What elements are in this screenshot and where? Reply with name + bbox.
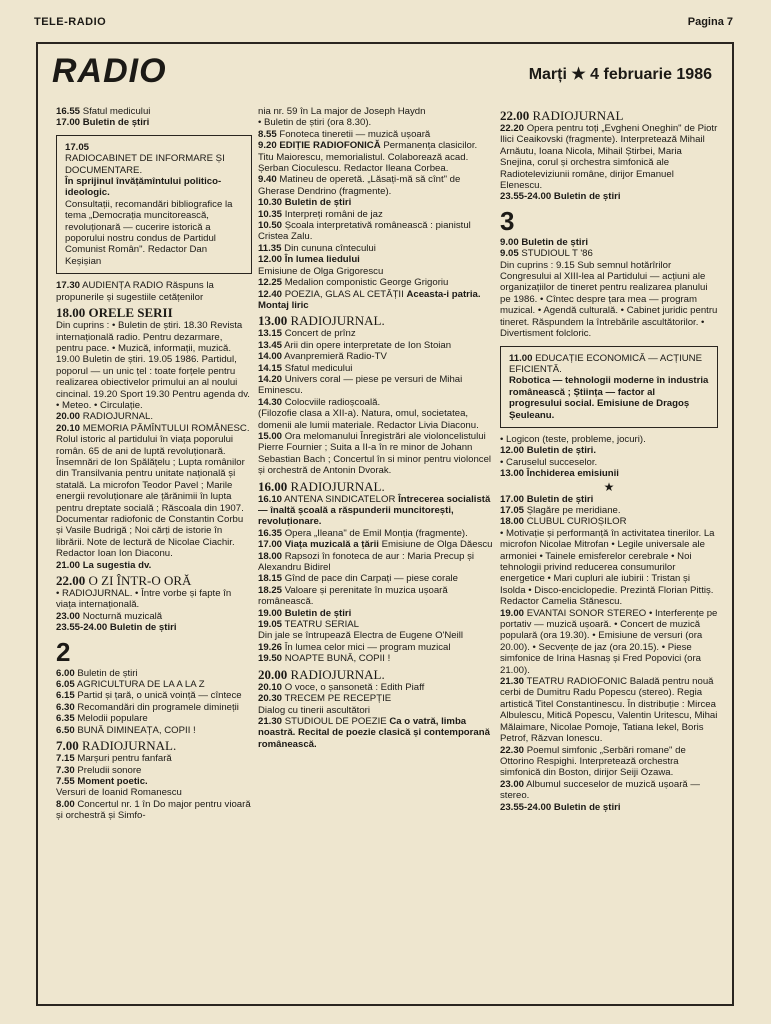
- program-entry: [258, 573, 494, 584]
- entry-time: 6.50: [56, 724, 75, 736]
- entry-details: Baladă pentru nouă cerbi de Dumitru Radu Popescu (stereo). Regia artistică Titel Constantinescu. În distribuție : Mircea Albulescu, Mitică Popescu, Valentin Uritescu, Mihai Mălaimare, Nicolae Pomoje, Tatiana Iekel, Boris Petrof, Răzvan Ionescu.: [500, 676, 718, 745]
- entry-time: 17.05: [65, 141, 90, 153]
- program-entry: [258, 328, 494, 339]
- entry-title: Buletin de știri: [82, 117, 150, 129]
- entry-title: Partid și țară, o unică voință — cîntece: [77, 690, 242, 702]
- entry-time: 23.00: [56, 610, 81, 622]
- entry-title: Buletin de știri: [526, 493, 594, 505]
- program-entry: [258, 494, 494, 528]
- entry-time: 6.15: [56, 690, 75, 702]
- entry-details: Aceasta-i patria. Montaj liric: [258, 288, 481, 311]
- entry-time: 21.30: [500, 676, 525, 688]
- entry-time: 11.35: [258, 242, 282, 254]
- program-entry: [500, 237, 718, 248]
- program-entry: [258, 277, 494, 288]
- entry-details: (Filozofie clasa a XII-a). Natura, omul, societatea, domenii ale lumii materiale. Redactor Livia Diaconu.: [258, 408, 479, 431]
- entry-title: Sfatul medicului: [284, 362, 353, 374]
- entry-time: 22.30: [500, 744, 525, 756]
- program-entry: [258, 374, 494, 397]
- entry-title: Opera „Ileana" de Emil Monția (fragmente).: [284, 527, 468, 539]
- program-entry: [56, 411, 252, 422]
- box-title: EDUCAȚIE ECONOMICĂ — ACȚIUNE EFICIENTĂ.: [509, 352, 702, 375]
- entry-time: 20.30: [258, 693, 283, 705]
- entry-details: Din cuprins : 9.15 Sub semnul hotărîrilor Congresului al XIII-lea al Partidului — acțiuni ale organizațiilor de tineret pentru realizarea planului pe 1986. • Cîntec despre țara mea — program muzical. • Agendă culturală. • Cabinet juridic pentru tineret. Răspundem la întrebările ascultătorilor. • Divertisment folcloric.: [500, 259, 718, 340]
- entry-time: 17.00: [56, 117, 81, 129]
- program-entry: [500, 745, 718, 779]
- entry-time: 6.00: [56, 667, 75, 679]
- entry-time: 12.40: [258, 288, 283, 300]
- entry-time: 12.00: [258, 254, 283, 266]
- entry-time: 16.10: [258, 493, 283, 505]
- entry-title: Buletin de știri: [553, 191, 621, 203]
- program-entry: [56, 799, 252, 822]
- program-entry: [258, 289, 494, 312]
- entry-time: 21.30: [258, 715, 283, 727]
- entry-time: 18.25: [258, 584, 283, 596]
- program-entry: [258, 528, 494, 539]
- entry-title: STUDIOUL DE POEZIE: [284, 715, 387, 727]
- program-entry: [56, 679, 252, 690]
- program-entry: [56, 560, 252, 571]
- program-entry: [258, 140, 494, 174]
- program-entry: [258, 254, 494, 265]
- program-entry: [56, 702, 252, 713]
- entry-time: 7.30: [56, 764, 75, 776]
- entry-details: Din cuprins : • Buletin de știri. 18.30 Revista internațională radio. Pentru dezarmare, pentru pace. • Muzică, informații, muzică. 19.00 Buletin de știri. 19.05 1986. Partidul, poporul — un unic țel : toate forțele pentru realizarea obiectivelor primului an al noului cincinal. 19.20 Sport 19.30 Pentru agenda dv. • Meteo. • Circulație.: [56, 320, 250, 411]
- entry-time: 13.00: [258, 313, 288, 329]
- section-name: TELE-RADIO: [34, 16, 107, 28]
- entry-title: AUDIENȚA RADIO: [82, 280, 164, 292]
- entry-title: BUNĂ DIMINEAȚA, COPII !: [77, 724, 196, 736]
- entry-title: O voce, o șansonetă : Edith Piaff: [284, 681, 425, 693]
- entry-title: TRECEM PE RECEPȚIE: [284, 693, 392, 705]
- entry-time: 8.55: [258, 128, 277, 140]
- entry-title: Avanpremieră Radio-TV: [284, 351, 387, 363]
- entry-details: Răspuns la propunerile și sugestiile cetățenilor: [56, 280, 214, 303]
- entry-title: EVANTAI SONOR STEREO: [526, 607, 647, 619]
- entry-time: 23.55-24.00: [500, 801, 552, 813]
- program-entry: [56, 725, 252, 736]
- box-title: RADIOCABINET DE INFORMARE ȘI DOCUMENTARE.: [65, 153, 225, 176]
- entry-title: Matineu de operetă. „Lăsați-mă să cînt" de Gherase Dendrino (fragmente).: [258, 174, 461, 197]
- entry-title: Viața muzicală a țării: [284, 539, 379, 551]
- entry-time: 6.30: [56, 701, 75, 713]
- program-entry: [258, 220, 494, 243]
- entry-time: 13.15: [258, 328, 283, 340]
- education-box: [500, 346, 718, 428]
- radiocabinet-box: [56, 135, 252, 274]
- program-entry: [258, 653, 494, 664]
- entry-title: Marșuri pentru fanfară: [77, 753, 172, 765]
- program-entry: [258, 716, 494, 750]
- entry-time: 22.20: [500, 123, 525, 134]
- page-number: Pagina 7: [687, 16, 733, 28]
- entry-title: Șlagăre pe meridiane.: [526, 504, 621, 516]
- entry-details: • Logicon (teste, probleme, jocuri).: [500, 433, 646, 445]
- entry-time: 10.50: [258, 220, 283, 232]
- entry-details: Emisiune de Olga Grigorescu: [258, 265, 384, 277]
- entry-title: ANTENA SINDICATELOR: [284, 493, 396, 505]
- entry-time: 19.05: [258, 619, 283, 631]
- program-entry: [56, 573, 252, 588]
- entry-details: Rolul istoric al partidului în viața poporului român. 65 de ani de luptă revoluționară. Însemnări de Ion Spălățelu ; Lupta românilor din Transilvania pentru unitate națională și statală. La microfon Teodor Pavel ; Marile energii revoluționare ale țărănimii în lupta pentru dreptate socială ; Răscoala din 1907. Documentar radiofonic de Constantin Corbu și Vasile Budrigă ; Noi cărți de istorie în librării. Note de lectură de Nicolae Ciachir. Redactor Ioan Ion Diaconu.: [56, 434, 245, 560]
- entry-title: Buletin de știri: [284, 607, 352, 619]
- entry-time: 14.30: [258, 396, 283, 408]
- program-entry: [258, 351, 494, 362]
- entry-title: O ZI ÎNTR-O ORĂ: [88, 573, 192, 589]
- program-entry: [258, 129, 494, 140]
- entry-title: Poemul simfonic „Serbări romane" de Ottorino Respighi. Interpretează orchestra simfonică din Boston, dirijor Seiji Ozawa.: [500, 744, 686, 779]
- program-entry: [258, 197, 494, 208]
- program-entry: [56, 668, 252, 679]
- entry-title: TEATRU SERIAL: [284, 619, 359, 631]
- entry-details: Dialog cu tinerii ascultători: [258, 704, 370, 716]
- box-body: Consultații, recomandări bibliografice la tema „Democrația muncitorească, revoluționară — cucerire istorică a poporului nostru condus de Partidul Comunist Român". Redactor Dan Keșișian: [65, 198, 233, 267]
- entry-time: 12.25: [258, 277, 283, 289]
- entry-title: MEMORIA PĂMÎNTULUI ROMÂNESC.: [82, 422, 250, 434]
- entry-time: 23.55-24.00: [56, 622, 108, 634]
- entry-title: Gînd de pace din Carpați — piese corale: [284, 573, 459, 585]
- entry-details: • Caruselul succeselor.: [500, 456, 598, 468]
- entry-title: Ora melomanului: [284, 430, 358, 442]
- entry-title: Colocviile radioșcoală.: [284, 396, 381, 408]
- entry-time: 14.15: [258, 362, 283, 374]
- entry-title: Interpreți români de jaz: [284, 208, 383, 220]
- program-entry: [258, 682, 494, 693]
- entry-time: 23.00: [500, 778, 525, 790]
- entry-title: Rapsozi în fonoteca de aur : Maria Precup și Alexandru Bidirel: [258, 550, 474, 574]
- entry-details: • Buletin de știri (ora 8.30).: [258, 117, 372, 129]
- entry-details: Înregistrări ale violoncelistului Pierre Fournier ; Suita a II-a în re minor de Johann Sebastian Bach ; Concertul în si minor pentru violoncel și orchestră de Antonin Dvorak.: [258, 430, 492, 477]
- column-3: [500, 106, 718, 813]
- entry-time: 9.05: [500, 248, 519, 260]
- column-2: [258, 106, 494, 750]
- entry-time: 18.00: [258, 550, 283, 562]
- entry-continuation: nia nr. 59 în La major de Joseph Haydn: [258, 106, 426, 117]
- column-1: [56, 106, 252, 822]
- entry-title: La sugestia dv.: [82, 559, 152, 571]
- entry-time: 20.00: [258, 666, 288, 682]
- page-header: [34, 16, 733, 32]
- entry-time: 11.00: [509, 352, 533, 364]
- entry-time: 7.15: [56, 753, 75, 765]
- entry-title: Buletin de știri: [553, 801, 621, 813]
- entry-title: Școala interpretativă românească : pianistul Cristea Zalu.: [258, 220, 471, 243]
- program-entry: [56, 423, 252, 560]
- program-entry: [258, 667, 494, 682]
- entry-time: 17.30: [56, 280, 81, 292]
- entry-title: RADIOJURNAL.: [82, 411, 154, 423]
- entry-title: Medalion componistic George Grigoriu: [284, 277, 449, 289]
- entry-title: Buletin de știri: [284, 197, 352, 209]
- entry-time: 13.00: [500, 468, 525, 480]
- entry-title: Opera pentru toți: [526, 123, 599, 134]
- entry-time: 15.00: [258, 430, 283, 442]
- radio-title: RADIO: [52, 52, 167, 90]
- entry-details: „Evgheni Oneghin" de Piotr Ilici Ceaikovski (fragmente). Interpretează Mihail Arnăutu, Ioana Nicola, Mihail Știrbei, Maria Snejina, corul și orchestra simfonică ale Radioteleviziunii române, dirijor Emanuel Elenescu.: [500, 123, 718, 192]
- program-entry: [56, 776, 252, 787]
- program-entry: [500, 779, 718, 802]
- entry-time: 17.00: [258, 539, 283, 551]
- entry-time: 21.00: [56, 559, 81, 571]
- program-entry: [258, 209, 494, 220]
- entry-title: RADIOJURNAL.: [290, 666, 385, 682]
- entry-title: Preludii sonore: [77, 764, 142, 776]
- entry-time: 18.00: [56, 305, 86, 321]
- program-entry: [500, 123, 718, 191]
- day-number: 3: [500, 205, 515, 236]
- entry-time: 14.00: [258, 351, 283, 363]
- entry-time: 16.35: [258, 527, 283, 539]
- entry-time: 19.00: [258, 607, 283, 619]
- entry-title: Buletin de știri: [77, 667, 138, 679]
- entry-time: 17.05: [500, 504, 525, 516]
- entry-details: • Interferențe pe portativ — muzică ușoară. • Concert de muzică populară (ora 19.30). • Emisiune de versuri (ora 20.00). • Secvențe de jaz (ora 20.15). • Piese simfonice de Irina Hasnaș și Fred Popovici (ora 21.00).: [500, 607, 718, 676]
- entry-title: Melodii populare: [77, 713, 148, 725]
- program-entry: [500, 468, 718, 479]
- entry-title: Nocturnă muzicală: [82, 610, 163, 622]
- program-entry: [258, 243, 494, 254]
- entry-title: Buletin de știri: [521, 236, 588, 248]
- entry-title: Moment poetic.: [77, 775, 148, 787]
- entry-time: 12.00: [500, 445, 525, 457]
- program-entry: [258, 693, 494, 704]
- entry-time: 22.00: [56, 573, 86, 589]
- program-entry: [258, 397, 494, 408]
- program-entry: [258, 642, 494, 653]
- entry-title: Buletin de știri: [109, 622, 177, 634]
- program-entry: [500, 108, 718, 123]
- entry-time: 17.00: [500, 493, 525, 505]
- box-body: Robotica — tehnologii moderne în industria românească ; Știința — factor al progresului social. Emisiune de Dragoș Șeuleanu.: [509, 375, 709, 421]
- program-entry: [258, 363, 494, 374]
- program-entry: [56, 738, 252, 753]
- entry-time: 14.20: [258, 373, 283, 385]
- entry-title: Valoare și perenitate în muzica ușoară românească.: [258, 584, 448, 608]
- entry-details: Din jale se întrupează Electra de Eugene O'Neill: [258, 630, 464, 642]
- entry-details: • RADIOJURNAL. • Între vorbe și fapte în viața internațională.: [56, 588, 232, 611]
- entry-title: Albumul succeselor de muzică ușoară — stereo.: [500, 778, 700, 802]
- entry-title: În lumea liedului: [284, 254, 360, 266]
- program-entry: [500, 494, 718, 505]
- entry-time: 10.30: [258, 197, 283, 209]
- entry-details: • Motivație și performanță în activitatea tinerilor. La microfon Nicolae Mitrofan • Legile universale ale armoniei • Tainele emisferelor cerebrale • Noi tehnologii privind reducerea consumurilor energetice • Mari cupluri ale iubirii : Tristan și Isolda • Disco-enciclopedie. Prezintă Florian Pittiș. Redactor Camelia Stănescu.: [500, 527, 715, 608]
- entry-time: 9.20: [258, 140, 277, 152]
- program-entry: [56, 280, 252, 303]
- program-entry: [56, 753, 252, 764]
- entry-title: POEZIA, GLAS AL CETĂȚII: [284, 288, 404, 300]
- program-entry: [258, 585, 494, 608]
- box-lead: În sprijinul învățămîntului politico-ideologic.: [65, 176, 222, 199]
- program-entry: [500, 676, 718, 744]
- entry-title: NOAPTE BUNĂ, COPII !: [284, 653, 391, 665]
- entry-title: Arii din opere interpretate de Ion Stoian: [284, 339, 452, 351]
- entry-time: 18.00: [500, 516, 525, 528]
- entry-time: 13.45: [258, 339, 283, 351]
- entry-title: AGRICULTURA DE LA A LA Z: [76, 679, 205, 691]
- program-entry: [258, 174, 494, 197]
- entry-title: Sfatul medicului: [82, 106, 151, 117]
- entry-title: EDIȚIE RADIOFONICĂ: [279, 140, 381, 152]
- entry-time: 16.00: [258, 478, 288, 494]
- program-entry: [258, 340, 494, 351]
- entry-title: Concert de prînz: [284, 328, 356, 340]
- entry-title: RADIOJURNAL.: [82, 738, 177, 754]
- entry-title: RADIOJURNAL.: [290, 313, 385, 329]
- entry-time: 20.10: [56, 422, 81, 434]
- entry-time: 18.15: [258, 573, 283, 585]
- program-entry: [258, 539, 494, 550]
- program-entry: [500, 608, 718, 676]
- entry-details: Întrecerea socialistă — înaltă școală a răspunderii muncitorești, revoluționare.: [258, 493, 491, 528]
- entry-time: 7.55: [56, 775, 75, 787]
- program-entry: [258, 479, 494, 494]
- program-entry: [500, 505, 718, 516]
- program-entry: [56, 117, 252, 128]
- entry-time: 6.35: [56, 713, 75, 725]
- entry-title: Fonoteca tineretii — muzică ușoară: [279, 128, 431, 140]
- entry-time: 20.10: [258, 681, 283, 693]
- program-entry: [500, 191, 718, 202]
- program-entry: [56, 622, 252, 633]
- entry-title: ORELE SERII: [88, 305, 173, 321]
- program-entry: [56, 765, 252, 776]
- program-entry: [500, 516, 718, 527]
- program-entry: [258, 619, 494, 630]
- entry-title: RADIOJURNAL.: [290, 478, 385, 494]
- title-row: [52, 52, 712, 94]
- entry-title: Recomandări din programele dimineții: [77, 701, 239, 713]
- program-entry: [56, 611, 252, 622]
- entry-time: 19.00: [500, 607, 525, 619]
- entry-time: 7.00: [56, 738, 79, 754]
- entry-time: 10.35: [258, 208, 283, 220]
- program-entry: [258, 313, 494, 328]
- entry-time: 23.55-24.00: [500, 191, 552, 203]
- entry-title: Concertul nr. 1 în Do major pentru vioară și orchestră și Simfo-: [56, 798, 251, 822]
- entry-title: Buletin de știri.: [526, 445, 596, 457]
- entry-title: Închiderea emisiunii: [526, 468, 619, 480]
- entry-title: RADIOJURNAL: [532, 108, 624, 123]
- entry-time: 9.00: [500, 236, 519, 248]
- entry-time: 19.50: [258, 653, 283, 665]
- program-entry: [56, 106, 252, 117]
- program-entry: [56, 690, 252, 701]
- entry-details: Permanența clasicilor. Titu Maiorescu, memorialistul. Colaborează acad. Șerban Cioculescu. Redactor Ileana Corbea.: [258, 140, 478, 175]
- entry-details: Emisiune de Olga Dăescu: [381, 539, 493, 551]
- entry-time: 8.00: [56, 798, 75, 810]
- entry-title: STUDIOUL T '86: [521, 248, 593, 260]
- entry-time: 9.40: [258, 174, 277, 186]
- program-entry: [500, 445, 718, 456]
- program-entry: [258, 431, 494, 477]
- star-separator: ★: [603, 479, 615, 494]
- entry-title: CLUBUL CURIOȘILOR: [526, 516, 627, 528]
- entry-time: 16.55: [56, 106, 81, 117]
- entry-title: TEATRU RADIOFONIC: [526, 676, 628, 688]
- entry-title: În lumea celor mici — program muzical: [284, 641, 451, 653]
- program-entry: [258, 551, 494, 574]
- entry-time: 20.00: [56, 411, 81, 423]
- entry-title: Univers coral — piese pe versuri de Mihai Eminescu.: [258, 373, 463, 397]
- entry-time: 19.26: [258, 641, 283, 653]
- entry-time: 22.00: [500, 108, 530, 123]
- program-entry: [56, 305, 252, 320]
- program-entry: [500, 802, 718, 813]
- date-title: Marți ★ 4 februarie 1986: [528, 66, 712, 83]
- program-entry: [56, 713, 252, 724]
- entry-details: Versuri de Ioanid Romanescu: [56, 787, 182, 799]
- program-entry: [500, 248, 718, 259]
- entry-title: Din cununa cîntecului: [284, 242, 376, 254]
- entry-time: 6.05: [56, 679, 75, 691]
- program-entry: [258, 608, 494, 619]
- entry-details: Ca o vatră, limba noastră. Recital de poezie clasică și contemporană românească.: [258, 715, 490, 750]
- day-number: 2: [56, 636, 71, 667]
